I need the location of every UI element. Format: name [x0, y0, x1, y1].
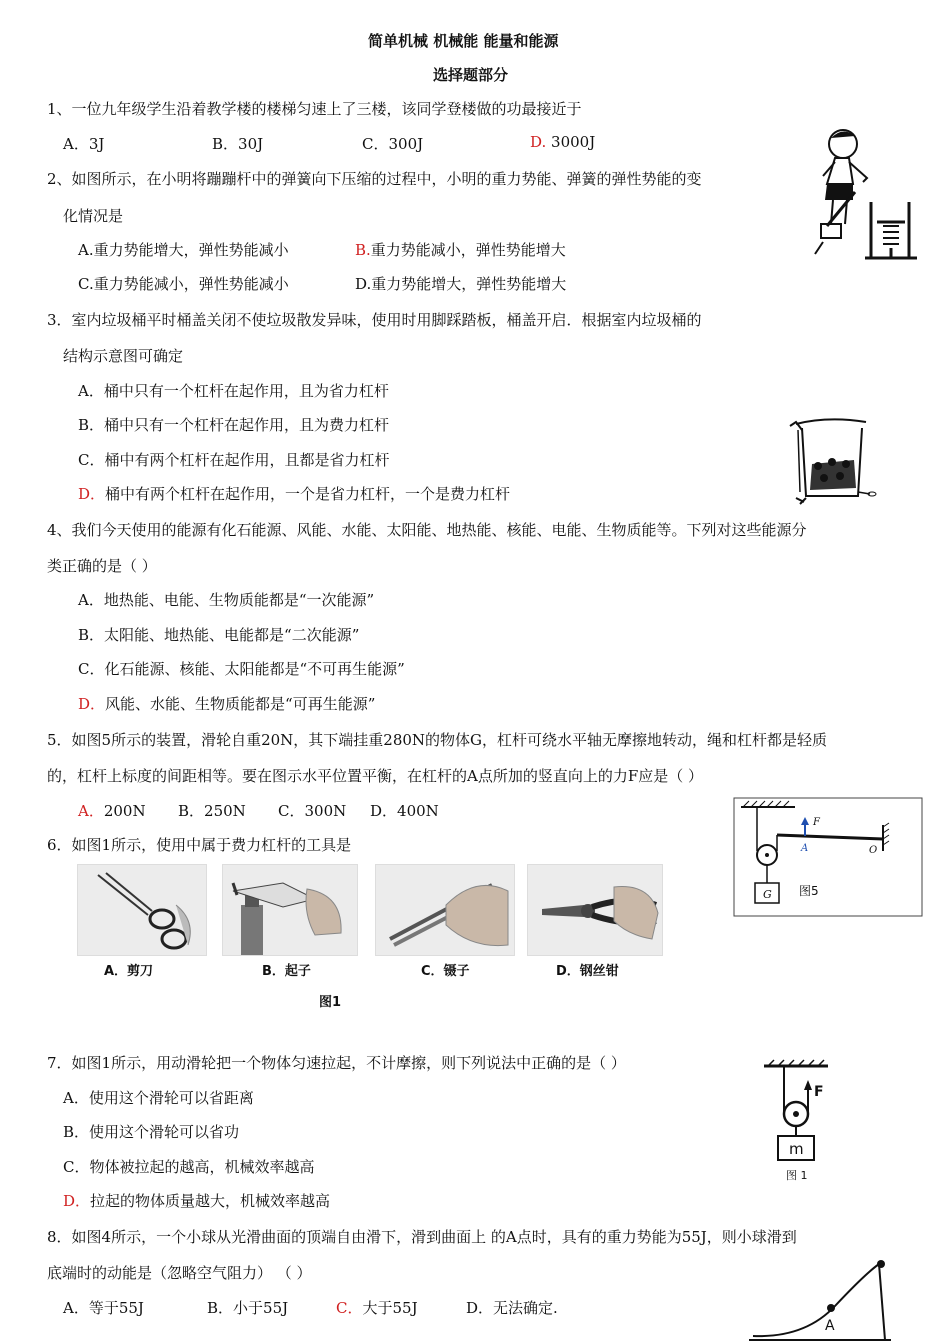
- q1-option-a[interactable]: A．3J: [63, 135, 105, 153]
- question-3-stem: 3．室内垃圾桶平时桶盖关闭不使垃圾散发异味，使用时用脚踩踏板，桶盖开启．根据室内垃圾桶的: [47, 311, 702, 329]
- q4-option-c[interactable]: C．化石能源、核能、太阳能都是“不可再生能源”: [78, 660, 405, 678]
- q8-option-c[interactable]: C．大于55J: [336, 1299, 418, 1317]
- question-2-stem: 2、如图所示，在小明将蹦蹦杆中的弹簧向下压缩的过程中，小明的重力势能、弹簧的弹性势能的变: [47, 170, 702, 188]
- q1-option-c[interactable]: C．300J: [362, 135, 424, 153]
- question-7-stem: 7．如图1所示，用动滑轮把一个物体匀速拉起，不计摩擦，则下列说法中正确的是（ ）: [47, 1054, 626, 1072]
- label-a: A: [801, 843, 809, 854]
- label-g: G: [763, 888, 772, 901]
- tool-label-d[interactable]: D．钢丝钳: [556, 964, 619, 979]
- tool-label-c[interactable]: C．镊子: [421, 964, 470, 979]
- tweezers-icon: [376, 865, 514, 955]
- page-title: 简单机械 机械能 能量和能源: [368, 32, 559, 50]
- pliers-icon: [528, 865, 662, 955]
- question-4-stem: 4、我们今天使用的能源有化石能源、风能、水能、太阳能、地热能、核能、电能、生物质能等。下列对这些能源分: [47, 521, 807, 539]
- question-8-stem-cont: 底端时的动能是（忽略空气阻力） （ ）: [47, 1264, 312, 1282]
- q7-option-a[interactable]: A．使用这个滑轮可以省距离: [63, 1089, 254, 1107]
- label-f: F: [813, 817, 820, 828]
- trash-bin-figure: [788, 414, 878, 506]
- q8-option-a[interactable]: A．等于55J: [63, 1299, 144, 1317]
- tool-photo-bottle-opener: [222, 864, 358, 956]
- q3-option-d[interactable]: D．桶中有两个杠杆在起作用，一个是省力杠杆，一个是费力杠杆: [78, 485, 511, 503]
- label-a-slope: A: [825, 1318, 835, 1334]
- q5-option-a[interactable]: A．200N: [78, 802, 146, 820]
- question-2-stem-cont: 化情况是: [63, 207, 124, 225]
- q4-option-d[interactable]: D．风能、水能、生物质能都是“可再生能源”: [78, 695, 376, 713]
- question-5-stem-cont: 的，杠杆上标度的间距相等。要在图示水平位置平衡，在杠杆的A点所加的竖直向上的力F应是（ ）: [47, 767, 704, 785]
- q2-option-b[interactable]: B.重力势能减小，弹性势能增大: [355, 241, 566, 259]
- label-m: m: [789, 1140, 804, 1158]
- q2-option-d[interactable]: D.重力势能增大，弹性势能增大: [355, 275, 567, 293]
- question-4-stem-cont: 类正确的是（ ）: [47, 557, 157, 575]
- q3-option-b[interactable]: B．桶中只有一个杠杆在起作用，且为费力杠杆: [78, 416, 390, 434]
- scissors-icon: [78, 865, 206, 955]
- tool-photo-pliers: [527, 864, 663, 956]
- q2-option-c[interactable]: C.重力势能减小，弹性势能减小: [78, 275, 289, 293]
- movable-pulley-figure: [762, 1058, 832, 1186]
- curved-slope-figure: [745, 1256, 895, 1342]
- bottle-opener-icon: [223, 865, 357, 955]
- lever-pulley-figure: [733, 797, 923, 917]
- figure-5-caption: 图5: [799, 884, 819, 898]
- q2-option-a[interactable]: A.重力势能增大，弹性势能减小: [78, 241, 289, 259]
- question-8-stem: 8．如图4所示，一个小球从光滑曲面的顶端自由滑下，滑到曲面上 的A点时，具有的重力势能为55J，则小球滑到: [47, 1228, 797, 1246]
- question-1-stem: 1、一位九年级学生沿着教学楼的楼梯匀速上了三楼，该同学登楼做的功最接近于: [47, 100, 582, 118]
- label-o: O: [869, 845, 878, 856]
- q3-option-c[interactable]: C．桶中有两个杠杆在起作用，且都是省力杠杆: [78, 451, 390, 469]
- q5-option-b[interactable]: B．250N: [178, 802, 246, 820]
- section-subtitle: 选择题部分: [433, 66, 509, 84]
- q4-option-a[interactable]: A．地热能、电能、生物质能都是“一次能源”: [78, 591, 375, 609]
- figure-1-caption: 图1: [319, 995, 342, 1010]
- q7-option-c[interactable]: C．物体被拉起的越高，机械效率越高: [63, 1158, 315, 1176]
- tool-photo-tweezers: [375, 864, 515, 956]
- tool-label-a[interactable]: A．剪刀: [104, 964, 154, 979]
- label-f-pulley: F: [814, 1084, 824, 1100]
- q8-option-b[interactable]: B．小于55J: [207, 1299, 289, 1317]
- pogo-stick-figure: [805, 122, 925, 264]
- q5-option-c[interactable]: C．300N: [278, 802, 347, 820]
- q1-option-d[interactable]: D. 3000J: [530, 133, 596, 151]
- question-5-stem: 5．如图5所示的装置，滑轮自重20N，其下端挂重280N的物体G，杠杆可绕水平轴无摩擦地转动，绳和杠杆都是轻质: [47, 731, 828, 749]
- q5-option-d[interactable]: D．400N: [370, 802, 439, 820]
- q7-option-b[interactable]: B．使用这个滑轮可以省功: [63, 1123, 240, 1141]
- question-6-stem: 6．如图1所示，使用中属于费力杠杆的工具是: [47, 836, 352, 854]
- q1-option-b[interactable]: B．30J: [212, 135, 264, 153]
- tool-photo-scissors: [77, 864, 207, 956]
- tool-label-b[interactable]: B．起子: [262, 964, 311, 979]
- q4-option-b[interactable]: B．太阳能、地热能、电能都是“二次能源”: [78, 626, 360, 644]
- q7-option-d[interactable]: D．拉起的物体质量越大，机械效率越高: [63, 1192, 331, 1210]
- q8-option-d[interactable]: D．无法确定.: [466, 1299, 558, 1317]
- q3-option-a[interactable]: A．桶中只有一个杠杆在起作用，且为省力杠杆: [78, 382, 389, 400]
- question-3-stem-cont: 结构示意图可确定: [63, 347, 184, 365]
- figure-1-pulley-caption: 图 1: [786, 1169, 808, 1182]
